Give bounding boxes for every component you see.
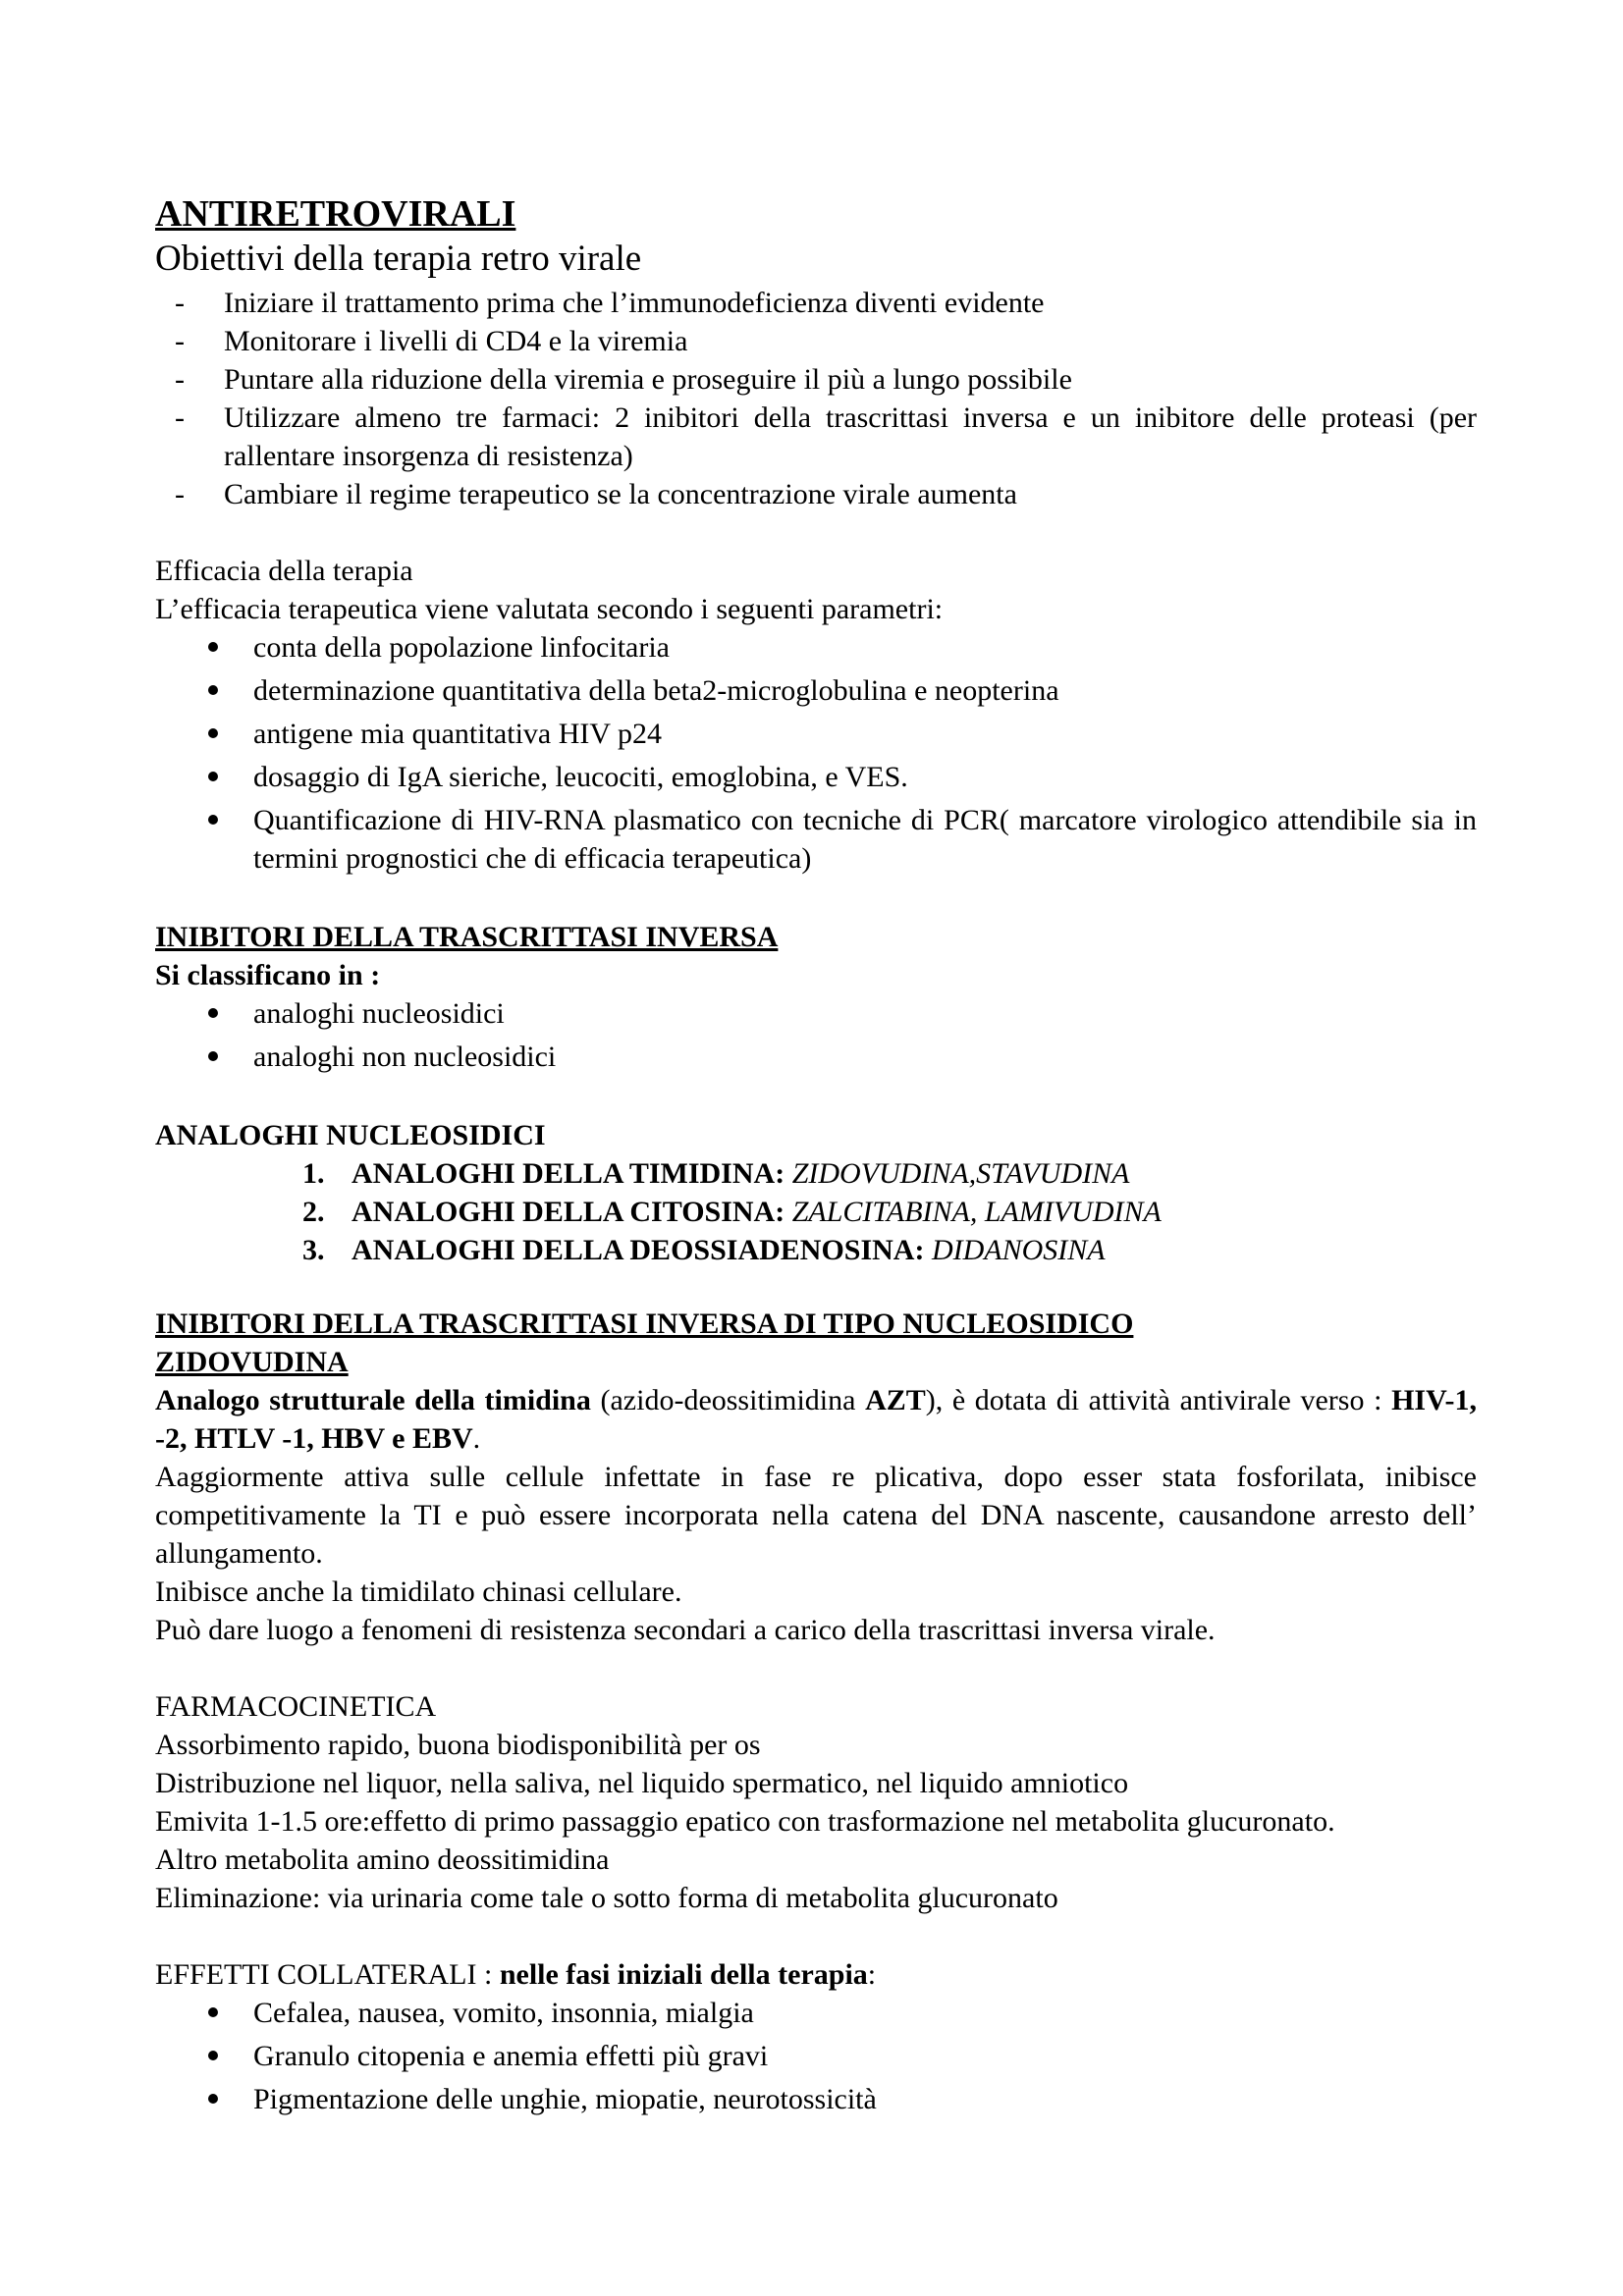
spacer (155, 882, 1477, 918)
list-item: determinazione quantitativa della beta2-microglobulina e neopterina (155, 671, 1477, 710)
list-item: Granulo citopenia e anemia effetti più gravi (155, 2037, 1477, 2075)
zidovudina-description (155, 1381, 1477, 1458)
inhibitors-heading: INIBITORI DELLA TRASCRITTASI INVERSA (155, 921, 779, 953)
nucleoside-analogs-list (155, 1154, 1477, 1269)
pharmacokinetics-line: Distribuzione nel liquor, nella saliva, nel liquido spermatico, nel liquido amniotico (155, 1767, 1129, 1799)
list-item: analoghi nucleosidici (155, 994, 1477, 1033)
item-drugs: DIDANOSINA (931, 1234, 1106, 1266)
zidovudina-heading: ZIDOVUDINA (155, 1346, 349, 1378)
item-number: 2. (302, 1196, 325, 1228)
text-run: . (472, 1422, 481, 1455)
pharmacokinetics-line: Eliminazione: via urinaria come tale o sotto forma di metabolita glucuronato (155, 1882, 1058, 1914)
list-item: Cefalea, nausea, vomito, insonnia, mialgia (155, 1994, 1477, 2032)
emphasis: Analogo strutturale della timidina (155, 1384, 591, 1416)
text-run: EFFETTI COLLATERALI : (155, 1958, 500, 1991)
pharmacokinetics-line: Altro metabolita amino deossitimidina (155, 1843, 610, 1876)
side-effects-heading (155, 1955, 1477, 1994)
objectives-list (155, 284, 1477, 513)
spacer (155, 1081, 1477, 1116)
list-item: dosaggio di IgA sieriche, leucociti, emoglobina, e VES. (155, 758, 1477, 796)
emphasis: AZT (865, 1384, 926, 1416)
item-number: 3. (302, 1234, 325, 1266)
spacer (155, 1269, 1477, 1305)
list-item (155, 1231, 1477, 1269)
list-item: - Utilizzare almeno tre farmaci: 2 inibitori della trascrittasi inversa e un inibitore delle proteasi (per rallentare insorgenza di resistenza) (155, 399, 1477, 475)
list-item: analoghi non nucleosidici (155, 1038, 1477, 1076)
spacer (155, 1917, 1477, 1955)
item-label: ANALOGHI DELLA TIMIDINA: (352, 1157, 785, 1190)
item-label: ANALOGHI DELLA CITOSINA: (352, 1196, 785, 1228)
section-subtitle: Obiettivi della terapia retro virale (155, 239, 642, 279)
spacer (155, 1649, 1477, 1687)
list-item (155, 1193, 1477, 1231)
item-number: 1. (302, 1157, 325, 1190)
document-page (155, 191, 1477, 2123)
list-item: - Puntare alla riduzione della viremia e proseguire il più a lungo possibile (155, 360, 1477, 399)
item-drugs: ZIDOVUDINA,STAVUDINA (791, 1157, 1130, 1190)
list-item: - Monitorare i livelli di CD4 e la viremia (155, 322, 1477, 360)
document-title: ANTIRETROVIRALI (155, 193, 516, 235)
pharmacokinetics-line: Assorbimento rapido, buona biodisponibilità per os (155, 1729, 761, 1761)
text-run: ), è dotata di attività antivirale verso : (925, 1384, 1392, 1416)
item-label: ANALOGHI DELLA DEOSSIADENOSINA: (352, 1234, 925, 1266)
spacer (155, 513, 1477, 552)
item-drugs: ZALCITABINA, LAMIVUDINA (791, 1196, 1162, 1228)
zidovudina-note: Inibisce anche la timidilato chinasi cellulare. (155, 1575, 682, 1608)
text-run: : (867, 1958, 877, 1991)
list-item: conta della popolazione linfocitaria (155, 628, 1477, 667)
list-item: Quantificazione di HIV-RNA plasmatico con tecniche di PCR( marcatore virologico attendibile sia in termini prognostici che di efficacia terapeutica) (155, 801, 1477, 878)
emphasis: nelle fasi iniziali della terapia (499, 1958, 868, 1991)
list-item: Pigmentazione delle unghie, miopatie, neurotossicità (155, 2080, 1477, 2118)
nucleoside-inhibitors-heading: INIBITORI DELLA TRASCRITTASI INVERSA DI TIPO NUCLEOSIDICO (155, 1308, 1134, 1340)
nucleoside-analogs-heading: ANALOGHI NUCLEOSIDICI (155, 1119, 546, 1151)
list-item: - Iniziare il trattamento prima che l’immunodeficienza diventi evidente (155, 284, 1477, 322)
pharmacokinetics-line: Emivita 1-1.5 ore:effetto di primo passaggio epatico con trasformazione nel metabolita glucuronato. (155, 1805, 1335, 1838)
classification-label: Si classificano in : (155, 959, 381, 991)
emphasis: HIV-1, -2, HTLV -1, HBV e EBV (155, 1384, 1478, 1455)
list-item: - Cambiare il regime terapeutico se la concentrazione virale aumenta (155, 475, 1477, 513)
classification-list (155, 994, 1477, 1076)
efficacy-heading: Efficacia della terapia (155, 555, 413, 587)
text-run: (azido-deossitimidina (590, 1384, 866, 1416)
efficacy-list (155, 628, 1477, 878)
efficacy-intro: L’efficacia terapeutica viene valutata secondo i seguenti parametri: (155, 593, 944, 625)
list-item: antigene mia quantitativa HIV p24 (155, 715, 1477, 753)
zidovudina-mechanism: Aaggiormente attiva sulle cellule infettate in fase re plicativa, dopo esser stata fosforilata, inibisce competitivamente la TI e può essere incorporata nella catena del DNA nascente, causandone arresto dell’ allungamento. (155, 1461, 1477, 1570)
list-item (155, 1154, 1477, 1193)
pharmacokinetics-heading: FARMACOCINETICA (155, 1690, 437, 1723)
side-effects-list (155, 1994, 1477, 2118)
zidovudina-resistance: Può dare luogo a fenomeni di resistenza secondari a carico della trascrittasi inversa virale. (155, 1614, 1216, 1646)
